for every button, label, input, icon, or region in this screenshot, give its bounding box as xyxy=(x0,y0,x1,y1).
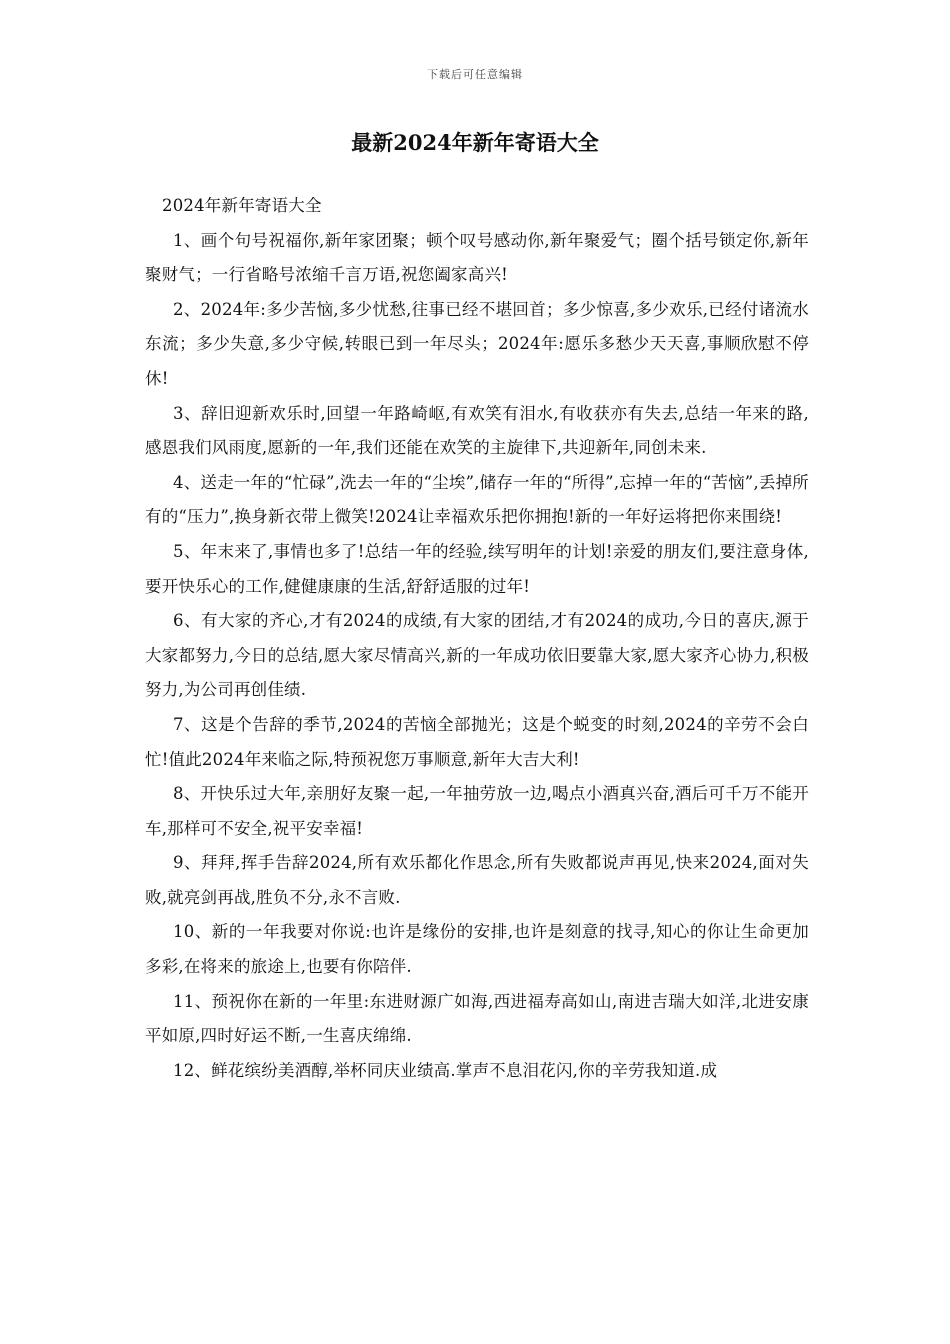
paragraph-3: 3、辞旧迎新欢乐时,回望一年路崎岖,有欢笑有泪水,有收获亦有失去,总结一年来的路,感恩我们风雨度,愿新的一年,我们还能在欢笑的主旋律下,共迎新年,同创未来. xyxy=(145,403,809,458)
paragraph-9: 9、拜拜,挥手告辞2024,所有欢乐都化作思念,所有失败都说声再见,快来2024,面对失败,就亮剑再战,胜负不分,永不言败. xyxy=(145,853,809,907)
document-body xyxy=(145,189,809,1088)
document-title: 最新2024年新年寄语大全 xyxy=(351,130,599,155)
paragraph-11: 11、预祝你在新的一年里:东进财源广如海,西进福寿高如山,南进吉瑞大如洋,北进安康平如原,四时好运不断,一生喜庆绵绵. xyxy=(145,991,809,1046)
paragraph-6: 6、有大家的齐心,才有2024的成绩,有大家的团结,才有2024的成功,今日的喜庆,源于大家都努力,今日的总结,愿大家尽情高兴,新的一年成功依旧要靠大家,愿大家齐心协力,积极努力,为公司再创佳绩. xyxy=(145,611,809,700)
paragraph-2: 2、2024年:多少苦恼,多少忧愁,往事已经不堪回首；多少惊喜,多少欢乐,已经付诸流水东流；多少失意,多少守候,转眼已到一年尽头；2024年:愿乐多愁少天天喜,事顺欣慰不停休! xyxy=(145,299,809,388)
document-subtitle: 2024年新年寄语大全 xyxy=(162,196,322,215)
paragraph-10: 10、新的一年我要对你说:也许是缘份的安排,也许是刻意的找寻,知心的你让生命更加多彩,在将来的旅途上,也要有你陪伴. xyxy=(145,922,809,977)
paragraph-12: 12、鲜花缤纷美酒醇,举杯同庆业绩高.掌声不息泪花闪,你的辛劳我知道.成 xyxy=(173,1060,718,1080)
paragraph-1: 1、画个句号祝福你,新年家团聚；顿个叹号感动你,新年聚爱气；圈个括号锁定你,新年聚财气；一行省略号浓缩千言万语,祝您阖家高兴! xyxy=(145,230,809,285)
paragraph-4: 4、送走一年的“忙碌”,洗去一年的“尘埃”,储存一年的“所得”,忘掉一年的“苦恼”,丢掉所有的“压力”,换身新衣带上微笑!2024让幸福欢乐把你拥抱!新的一年好运将把你来围绕! xyxy=(145,472,809,527)
paragraph-5: 5、年末来了,事情也多了!总结一年的经验,续写明年的计划!亲爱的朋友们,要注意身体,要开快乐心的工作,健健康康的生活,舒舒适服的过年! xyxy=(145,541,809,596)
header-note: 下载后可任意编辑 xyxy=(427,68,523,81)
paragraph-7: 7、这是个告辞的季节,2024的苦恼全部抛光；这是个蜕变的时刻,2024的辛劳不会白忙!值此2024年来临之际,特预祝您万事顺意,新年大吉大利! xyxy=(145,714,809,769)
paragraph-8: 8、开快乐过大年,亲朋好友聚一起,一年抽劳放一边,喝点小酒真兴奋,酒后可千万不能开车,那样可不安全,祝平安幸福! xyxy=(145,784,809,838)
